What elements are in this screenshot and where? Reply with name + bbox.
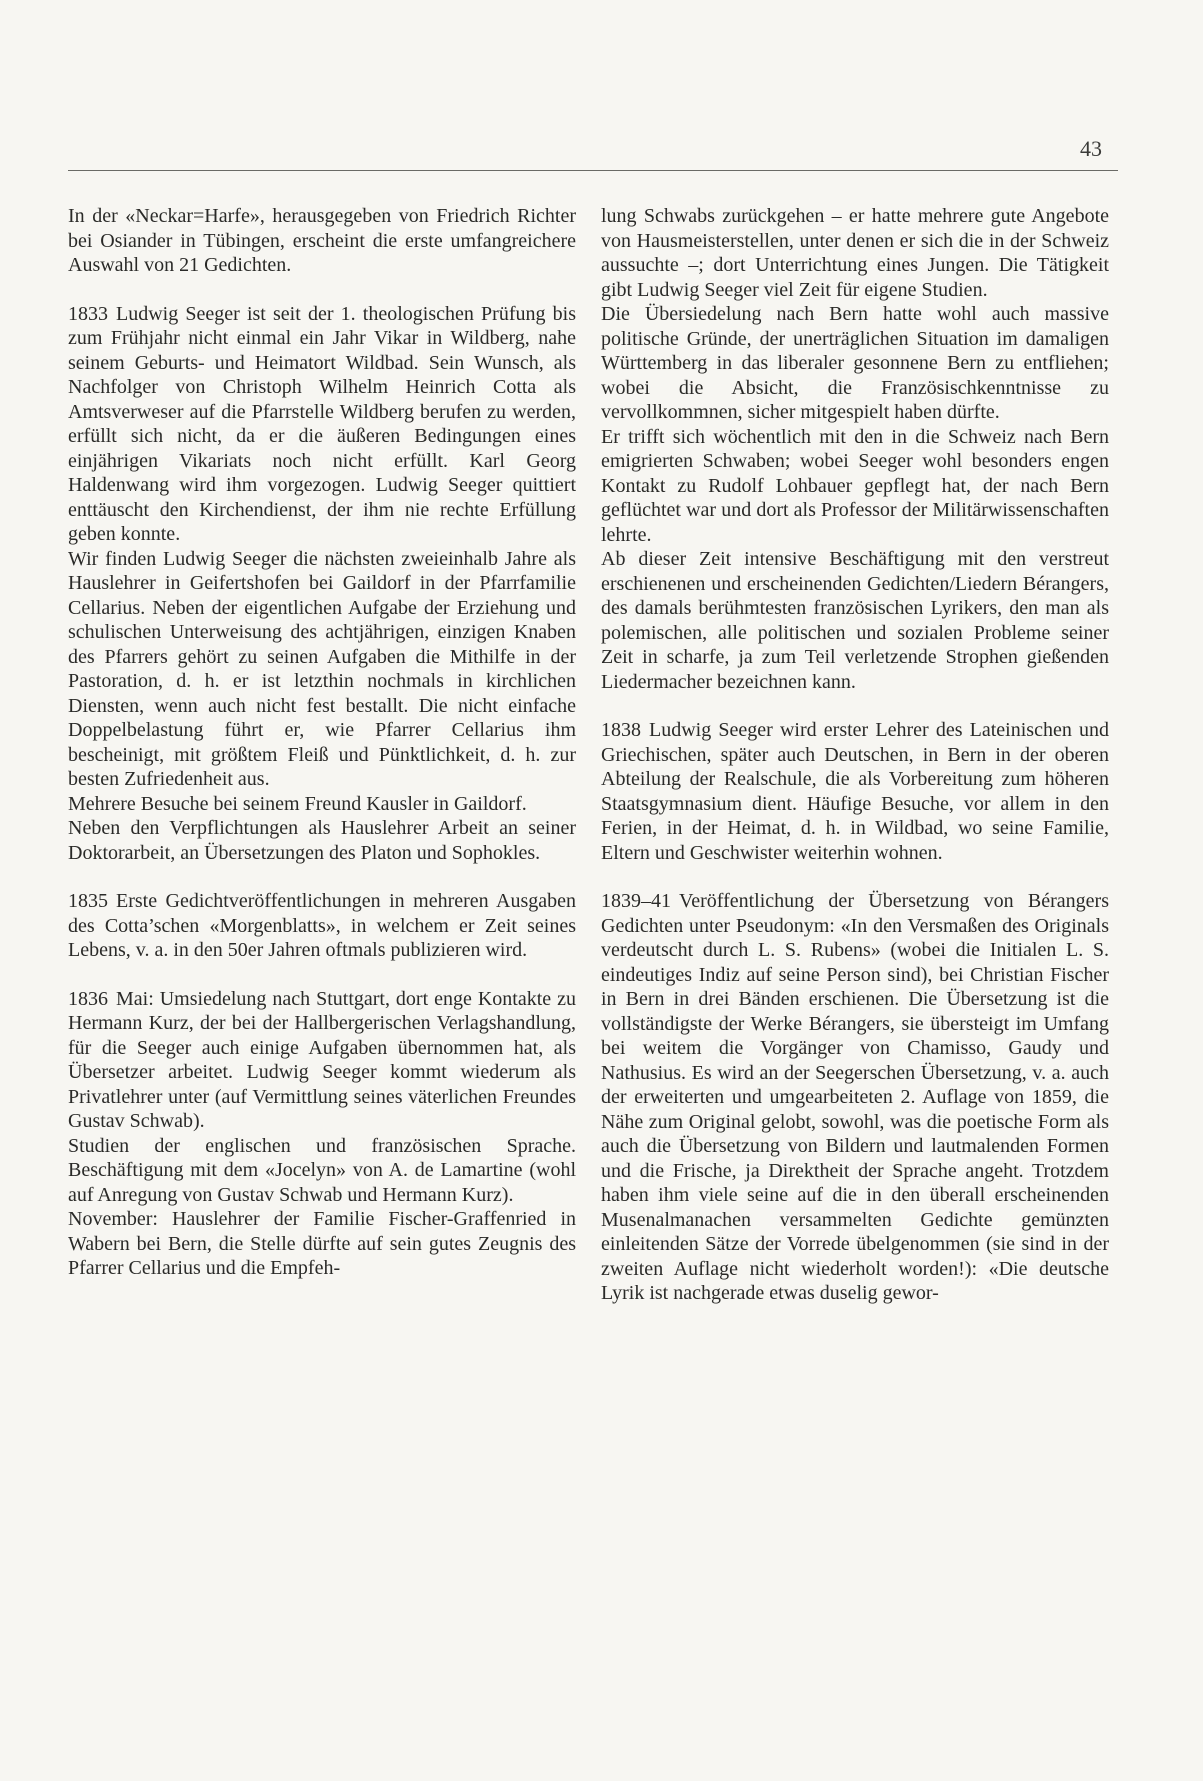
paragraph: Wir finden Ludwig Seeger die nächsten zweieinhalb Jahre als Hauslehrer in Geifertshofen bei Gaildorf in der Pfarrfamilie Cellarius. Neben der eigentlichen Aufgabe der Erziehung und schulischen Unterweisung des achtjährigen, einzigen Knaben des Pfarrers gehört zu seinen Aufgaben die Mithilfe in der Pastoration, d. h. er ist letzthin nochmals in kirchlichen Diensten, wenn auch nicht fest bestallt. Die nicht einfache Doppelbelastung führt er, wie Pfarrer Cellarius ihm bescheinigt, mit größtem Fleiß und Pünktlichkeit, d. h. zur besten Zufriedenheit aus. (68, 547, 576, 790)
entry-1838 (601, 718, 1109, 865)
entry-text: Ludwig Seeger ist seit der 1. theologischen Prüfung bis zum Frühjahr nicht einmal ein Jahr Vikar in Wildberg, nahe seinem Geburts- und Heimatort Wildbad. Sein Wunsch, als Nachfolger von Christoph Wilhelm Heinrich Cotta als Amtsverweser auf die Pfarrstelle Wildberg berufen zu werden, erfüllt sich nicht, da er die äußeren Bedingungen eines einjährigen Vikariats noch nicht erfüllt. Karl Georg Haldenwang wird ihm vorgezogen. Ludwig Seeger quittiert enttäuscht den Kirchendienst, der ihm nie rechte Erfüllung geben konnte. (68, 302, 576, 545)
entry-1835 (68, 889, 576, 963)
entry-year: 1839–41 (601, 890, 671, 912)
entry-year: 1838 (601, 719, 641, 741)
page-number: 43 (1080, 136, 1102, 161)
entry-year: 1836 (68, 987, 108, 1010)
right-column (601, 204, 1109, 1306)
entry-text: Mai: Umsiedelung nach Stuttgart, dort enge Kontakte zu Hermann Kurz, der bei der Hallbergerischen Verlagshandlung, für die Seeger auch einige Aufgaben übernommen hat, als Übersetzer arbeitet. Ludwig Seeger kommt wiederum als Privatlehrer unter (auf Vermittlung seines väterlichen Freundes Gustav Schwab). (68, 987, 576, 1132)
paragraph: Die Übersiedelung nach Bern hatte wohl auch massive politische Gründe, der unerträglichen Situation im damaligen Württemberg in das liberaler gesonnene Bern zu entfliehen; wobei die Absicht, die Französischkenntnisse zu vervollkommnen, sicher mitgespielt haben dürfte. (601, 303, 1109, 423)
left-column (68, 204, 576, 1281)
entry-text: Veröffentlichung der Übersetzung von Bérangers Gedichten unter Pseudonym: «In den Versmaßen des Originals verdeutscht durch L. S. Rubens» (wobei die Initialen L. S. eindeutiges Indiz auf seine Person sind), bei Christian Fischer in Bern in drei Bänden erschienen. Die Übersetzung ist die vollständigste der Werke Bérangers, sie übersteigt im Umfang bei weitem die Vorgänger von Chamisso, Gaudy und Nathusius. Es wird an der Seegerschen Übersetzung, v. a. auch der erweiterten und umgearbeiteten 2. Auflage von 1859, die Nähe zum Original gelobt, sowohl, was die poetische Form als auch die Übersetzung von Bildern und lautmalenden Formen und die Frische, ja Direktheit der Sprache angeht. Trotzdem haben ihm viele seine auf die in den überall erscheinenden Musenalmanachen versammelten Gedichte gemünzten einleitenden Sätze der Vorrede übelgenommen (sie sind in der zweiten Auflage nicht wiederholt worden!): «Die deutsche Lyrik ist nachgerade etwas duselig gewor- (601, 890, 1109, 1304)
paragraph: lung Schwabs zurückgehen – er hatte mehrere gute Angebote von Hausmeisterstellen, unter denen er sich die in der Schweiz aussuchte –; dort Unterrichtung eines Jungen. Die Tätigkeit gibt Ludwig Seeger viel Zeit für eigene Studien. (601, 205, 1109, 301)
entry-year: 1835 (68, 890, 108, 912)
intro-paragraph: In der «Neckar=Harfe», herausgegeben von Friedrich Richter bei Osiander in Tübingen, erscheint die erste umfangreichere Auswahl von 21 Gedichten. (68, 205, 576, 276)
entry-1839-41 (601, 889, 1109, 1306)
paragraph: November: Hauslehrer der Familie Fischer-Graffenried in Wabern bei Bern, die Stelle dürfte auf sein gutes Zeugnis des Pfarrer Cellarius und die Empfeh- (68, 1208, 576, 1279)
entry-year: 1833 (68, 302, 108, 325)
paragraph: Neben den Verpflichtungen als Hauslehrer Arbeit an seiner Doktorarbeit, an Übersetzungen des Platon und Sophokles. (68, 817, 576, 864)
paragraph: Er trifft sich wöchentlich mit den in die Schweiz nach Bern emigrierten Schwaben; wobei Seeger wohl besonders engen Kontakt zu Rudolf Lohbauer gepflegt hat, der nach Bern geflüchtet war und dort als Professor der Militärwissenschaften lehrte. (601, 425, 1109, 546)
header-rule (68, 170, 1118, 171)
entry-text: Erste Gedichtveröffentlichungen in mehreren Ausgaben des Cotta’schen «Morgenblatts», in welchem er Zeit seines Lebens, v. a. in den 50er Jahren oftmals publizieren wird. (68, 890, 576, 961)
entry-text: Ludwig Seeger wird erster Lehrer des Lateinischen und Griechischen, später auch Deutschen, in Bern in der oberen Abteilung der Realschule, die als Vorbereitung zum höheren Staatsgymnasium dient. Häufige Besuche, vor allem in den Ferien, in der Heimat, d. h. in Wildbad, wo seine Familie, Eltern und Geschwister weiterhin wohnen. (601, 719, 1109, 864)
entry-1833 (68, 302, 576, 547)
paragraph: Studien der englischen und französischen Sprache. Beschäftigung mit dem «Jocelyn» von A. de Lamartine (wohl auf Anregung von Gustav Schwab und Hermann Kurz). (68, 1134, 576, 1206)
paragraph: Mehrere Besuche bei seinem Freund Kausler in Gaildorf. (68, 792, 527, 815)
paragraph: Ab dieser Zeit intensive Beschäftigung mit den verstreut erschienenen und erscheinenden Gedichten/Liedern Bérangers, des damals berühmtesten französischen Lyrikers, den man als polemischen, alle politischen und sozialen Probleme seiner Zeit in scharfe, ja zum Teil verletzende Strophen gießenden Liedermacher bezeichnen kann. (601, 548, 1109, 693)
entry-1836 (68, 987, 576, 1134)
